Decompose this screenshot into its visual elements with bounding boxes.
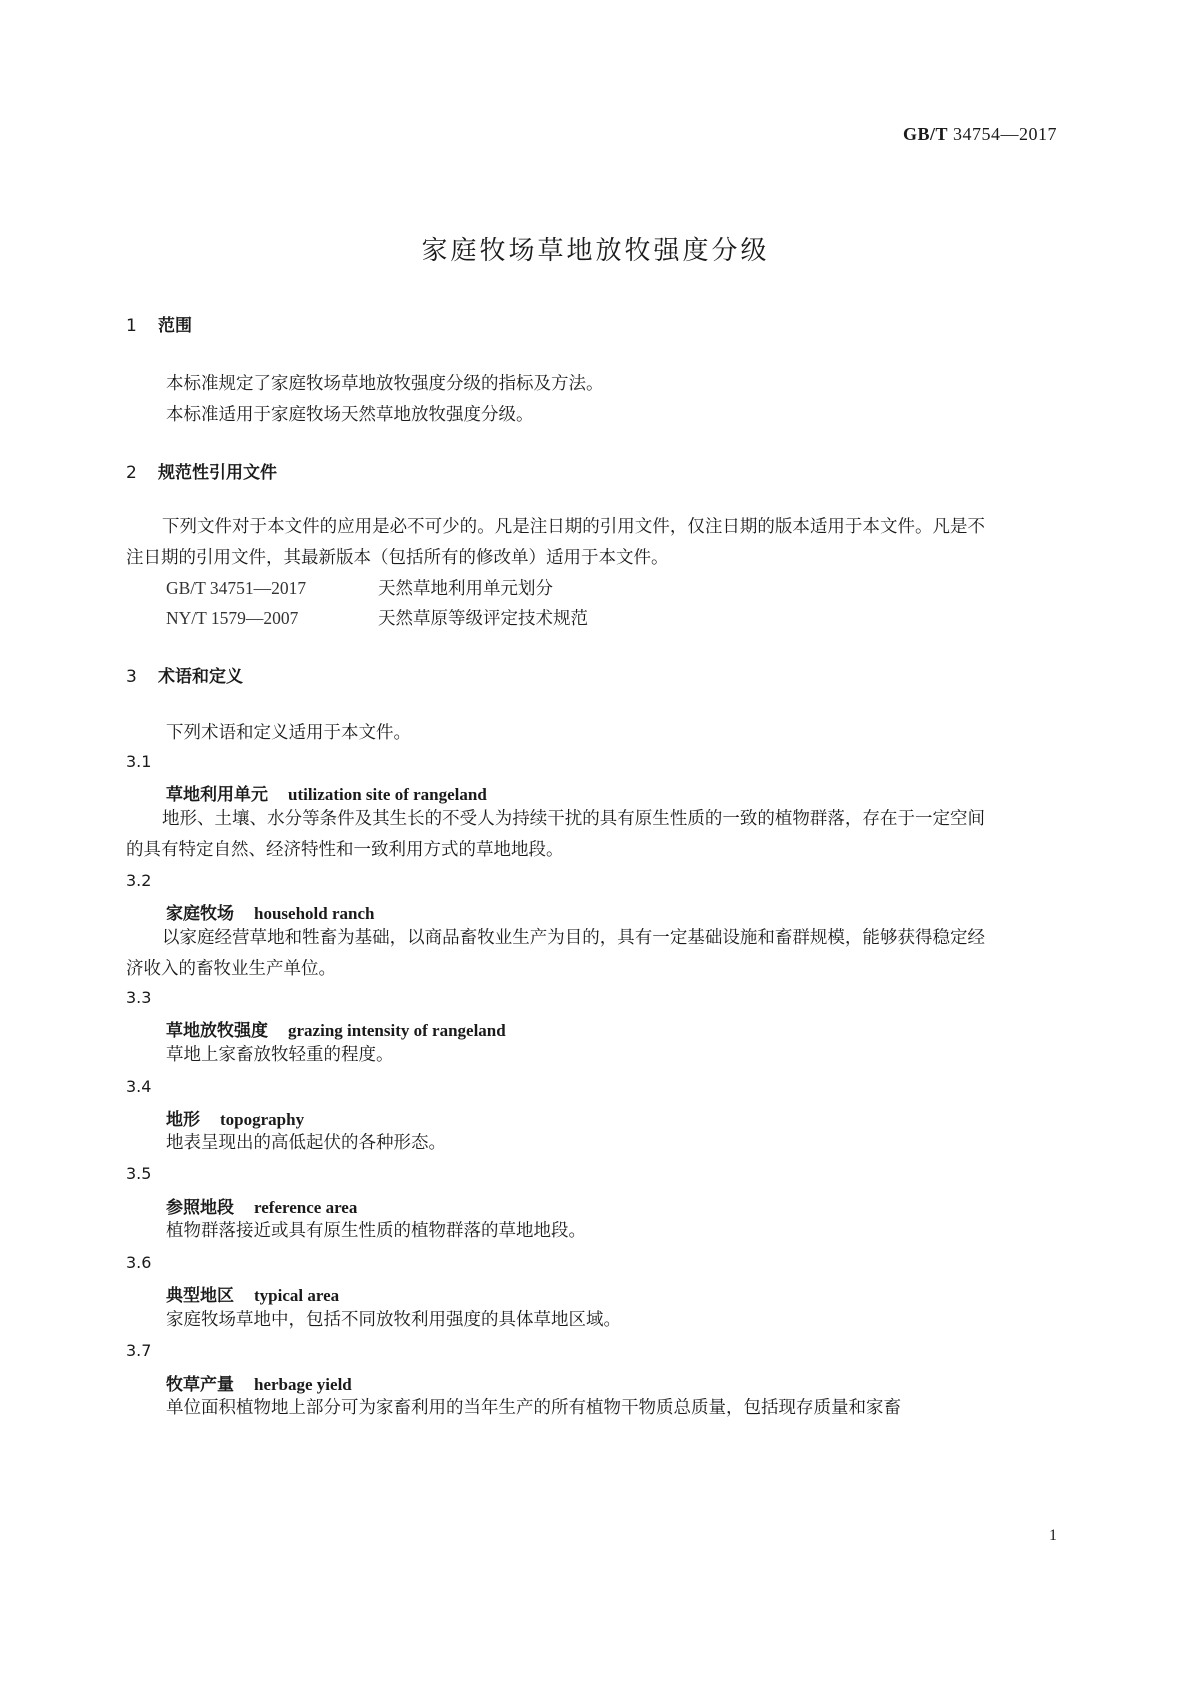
term-heading — [166, 1193, 357, 1218]
section-number: 1 — [126, 316, 137, 336]
term-heading — [166, 899, 374, 924]
reference-code: GB/T 34751—2017 — [166, 578, 307, 598]
term-en: grazing intensity of rangeland — [288, 1021, 506, 1040]
term-en: herbage yield — [254, 1375, 352, 1394]
reference-item — [166, 575, 553, 600]
section-number: 2 — [126, 463, 137, 483]
term-heading — [166, 1370, 352, 1395]
term-number: 3.7 — [126, 1341, 152, 1360]
section-title: 术语和定义 — [158, 667, 243, 687]
term-number: 3.4 — [126, 1077, 152, 1096]
paragraph: 下列术语和定义适用于本文件。 — [166, 723, 411, 743]
term-zh: 参照地段 — [166, 1198, 234, 1218]
reference-code: NY/T 1579—2007 — [166, 608, 299, 628]
paragraph: 下列文件对于本文件的应用是必不可少的。凡是注日期的引用文件，仅注日期的版本适用于本文件。凡是不注日期的引用文件，其最新版本（包括所有的修改单）适用于本文件。 — [126, 517, 985, 568]
term-zh: 草地放牧强度 — [166, 1021, 268, 1041]
term-en: reference area — [254, 1198, 358, 1217]
term-number: 3.2 — [126, 871, 152, 890]
standard-code-number: 34754—2017 — [948, 124, 1057, 144]
term-en: typical area — [254, 1286, 340, 1305]
term-number: 3.6 — [126, 1253, 152, 1272]
term-zh: 家庭牧场 — [166, 904, 234, 924]
term-heading — [166, 780, 487, 805]
term-definition: 单位面积植物地上部分可为家畜利用的当年生产的所有植物干物质总质量，包括现存质量和家畜 — [166, 1398, 901, 1418]
section-title: 范围 — [158, 316, 192, 336]
term-number: 3.1 — [126, 752, 152, 771]
term-definition: 以家庭经营草地和牲畜为基础，以商品畜牧业生产为目的，具有一定基础设施和畜群规模，能够获得稳定经济收入的畜牧业生产单位。 — [126, 928, 985, 979]
paragraph: 本标准规定了家庭牧场草地放牧强度分级的指标及方法。 — [166, 374, 604, 394]
term-number: 3.3 — [126, 988, 152, 1007]
term-en: utilization site of rangeland — [288, 785, 487, 804]
section-heading-scope — [126, 311, 192, 336]
term-definition: 草地上家畜放牧轻重的程度。 — [166, 1045, 394, 1065]
term-heading — [166, 1016, 506, 1041]
term-en: household ranch — [254, 904, 375, 923]
term-number: 3.5 — [126, 1164, 152, 1183]
standard-code — [903, 124, 1057, 145]
term-zh: 草地利用单元 — [166, 785, 268, 805]
paragraph: 本标准适用于家庭牧场天然草地放牧强度分级。 — [166, 405, 534, 425]
reference-title: 天然草原等级评定技术规范 — [378, 609, 588, 629]
term-en: topography — [220, 1110, 305, 1129]
term-zh: 地形 — [166, 1110, 200, 1130]
reference-title: 天然草地利用单元划分 — [378, 579, 553, 599]
term-heading — [166, 1105, 304, 1130]
section-title: 规范性引用文件 — [158, 463, 277, 483]
term-zh: 典型地区 — [166, 1286, 234, 1306]
standard-code-prefix: GB/T — [902, 124, 948, 144]
section-heading-normative-references — [126, 458, 277, 483]
term-definition: 地表呈现出的高低起伏的各种形态。 — [166, 1133, 446, 1153]
document-title: 家庭牧场草地放牧强度分级 — [421, 236, 770, 266]
section-heading-terms — [126, 662, 243, 687]
term-heading — [166, 1281, 339, 1306]
term-definition: 家庭牧场草地中，包括不同放牧利用强度的具体草地区域。 — [166, 1310, 621, 1330]
term-definition: 植物群落接近或具有原生性质的植物群落的草地地段。 — [166, 1221, 586, 1241]
section-number: 3 — [126, 667, 137, 687]
term-definition: 地形、土壤、水分等条件及其生长的不受人为持续干扰的具有原生性质的一致的植物群落，存在于一定空间的具有特定自然、经济特性和一致利用方式的草地地段。 — [126, 809, 985, 860]
reference-item — [166, 605, 588, 630]
page-number: 1 — [1049, 1527, 1057, 1544]
term-zh: 牧草产量 — [166, 1375, 234, 1395]
